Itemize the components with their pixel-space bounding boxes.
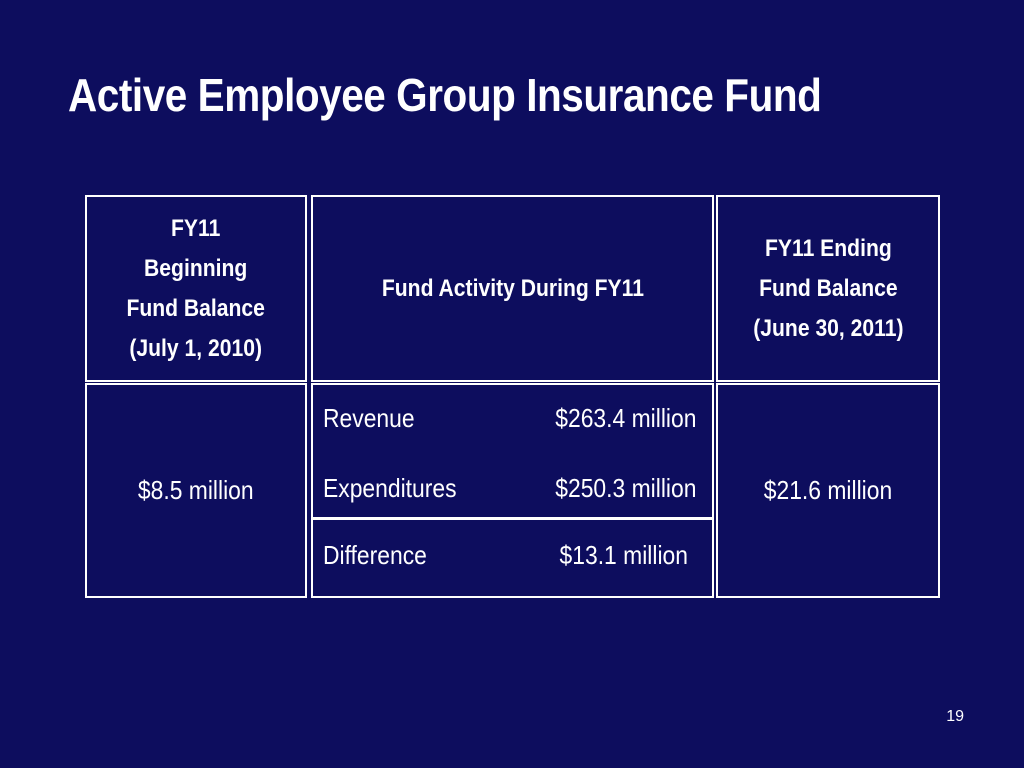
slide-title: Active Employee Group Insurance Fund xyxy=(68,69,822,121)
activity-cell-top xyxy=(311,383,714,519)
difference-label: Difference xyxy=(323,540,427,570)
header-line: FY11 xyxy=(171,214,221,242)
page-number: 19 xyxy=(946,708,964,725)
header-line: (July 1, 2010) xyxy=(129,334,263,362)
header-line: (June 30, 2011) xyxy=(752,314,904,342)
fund-activity-header-cell xyxy=(311,195,714,382)
revenue-value: $263.4 million xyxy=(554,403,696,433)
ending-balance-cell xyxy=(716,383,940,598)
ending-balance-value: $21.6 million xyxy=(763,475,893,505)
activity-cell-bottom xyxy=(311,518,714,598)
ending-balance-header xyxy=(753,229,903,349)
beginning-balance-cell xyxy=(85,383,307,598)
ending-balance-header-cell xyxy=(716,195,940,382)
expenditures-value: $250.3 million xyxy=(554,473,696,503)
header-line: FY11 Ending xyxy=(764,234,892,262)
header-line: Beginning xyxy=(144,254,248,282)
difference-value: $13.1 million xyxy=(559,540,688,570)
revenue-label: Revenue xyxy=(323,403,415,433)
header-line: Fund Balance xyxy=(126,294,266,322)
beginning-balance-header-cell xyxy=(85,195,307,382)
header-line: Fund Balance xyxy=(758,274,898,302)
fund-activity-header: Fund Activity During FY11 xyxy=(381,274,644,302)
beginning-balance-header xyxy=(127,209,265,369)
expenditures-label: Expenditures xyxy=(323,473,457,503)
beginning-balance-value: $8.5 million xyxy=(138,475,254,505)
